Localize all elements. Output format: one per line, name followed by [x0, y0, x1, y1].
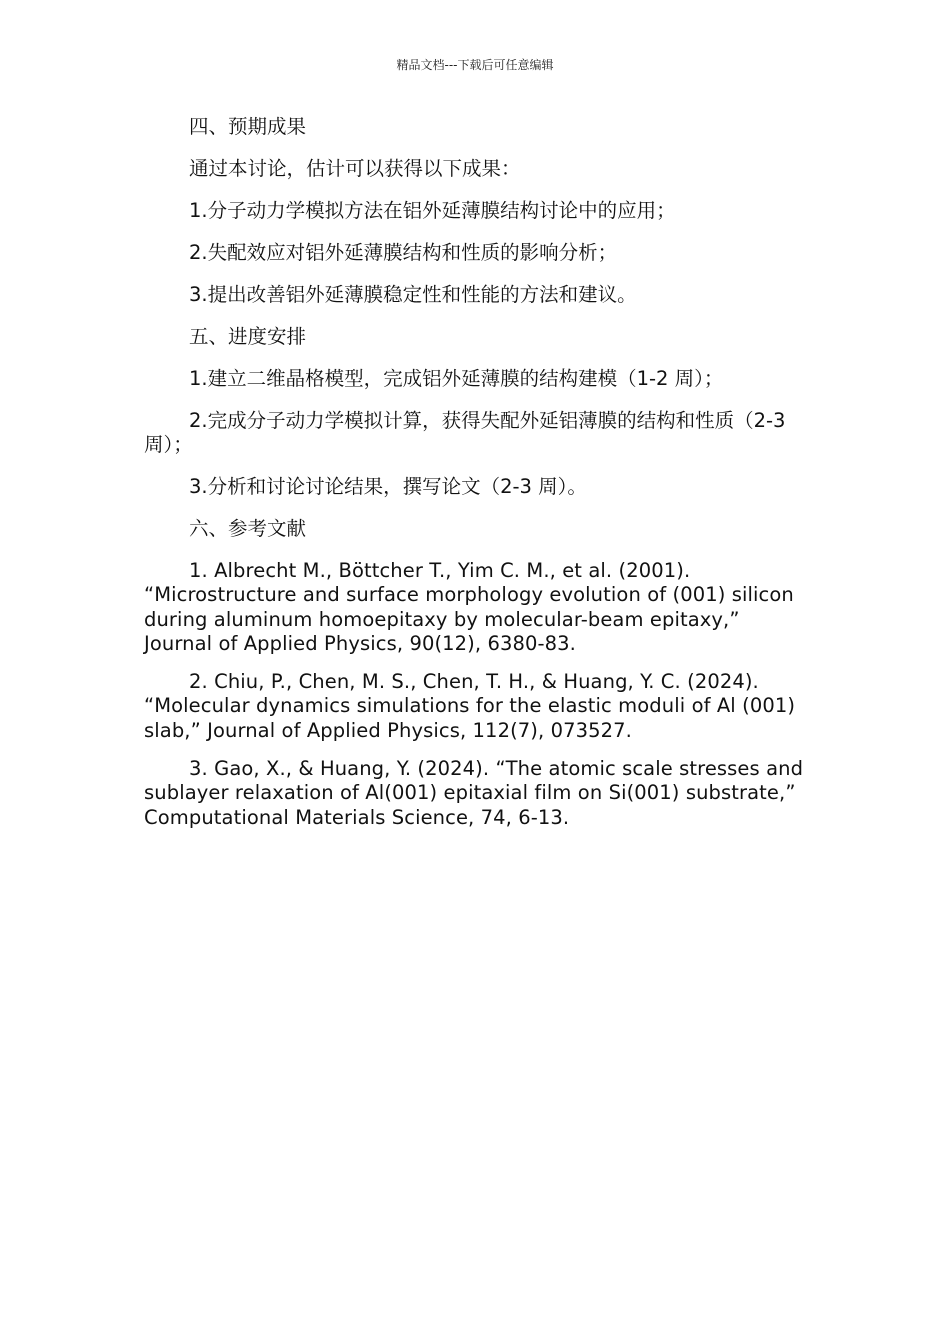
reference-item: 1. Albrecht M., Böttcher T., Yim C. M., et al. (2001). “Microstructure and surface morphology evolution of (001) silicon during aluminum homoepitaxy by molecular-beam epitaxy,” Journal of Applied Physics, 90(12), 6380-83.	[144, 559, 794, 655]
reference-item: 2. Chiu, P., Chen, M. S., Chen, T. H., & Huang, Y. C. (2024). “Molecular dynamics simulations for the elastic moduli of Al (001) slab,” Journal of Applied Physics, 112(7), 073527.	[144, 670, 796, 742]
reference-item: 3. Gao, X., & Huang, Y. (2024). “The atomic scale stresses and sublayer relaxation of Al(001) epitaxial film on Si(001) substrate,” Computational Materials Science, 74, 6-13.	[144, 757, 804, 829]
expected-result-item: 1.分子动力学模拟方法在铝外延薄膜结构讨论中的应用；	[189, 199, 676, 222]
schedule-item: 3.分析和讨论讨论结果，撰写论文（2-3 周）。	[189, 475, 587, 498]
section-heading-references: 六、参考文献	[189, 517, 307, 540]
schedule-item: 2.完成分子动力学模拟计算，获得失配外延铝薄膜的结构和性质（2-3 周）；	[144, 409, 786, 456]
schedule-item: 1.建立二维晶格模型，完成铝外延薄膜的结构建模（1-2 周）；	[189, 367, 724, 390]
expected-result-item: 3.提出改善铝外延薄膜稳定性和性能的方法和建议。	[189, 283, 637, 306]
section-heading-expected-results: 四、预期成果	[189, 115, 307, 138]
expected-result-item: 2.失配效应对铝外延薄膜结构和性质的影响分析；	[189, 241, 618, 264]
page-header: 精品文档---下载后可任意编辑	[396, 58, 554, 72]
document-body	[144, 115, 804, 844]
section-heading-schedule: 五、进度安排	[189, 325, 307, 348]
expected-results-intro: 通过本讨论，估计可以获得以下成果：	[189, 157, 521, 180]
